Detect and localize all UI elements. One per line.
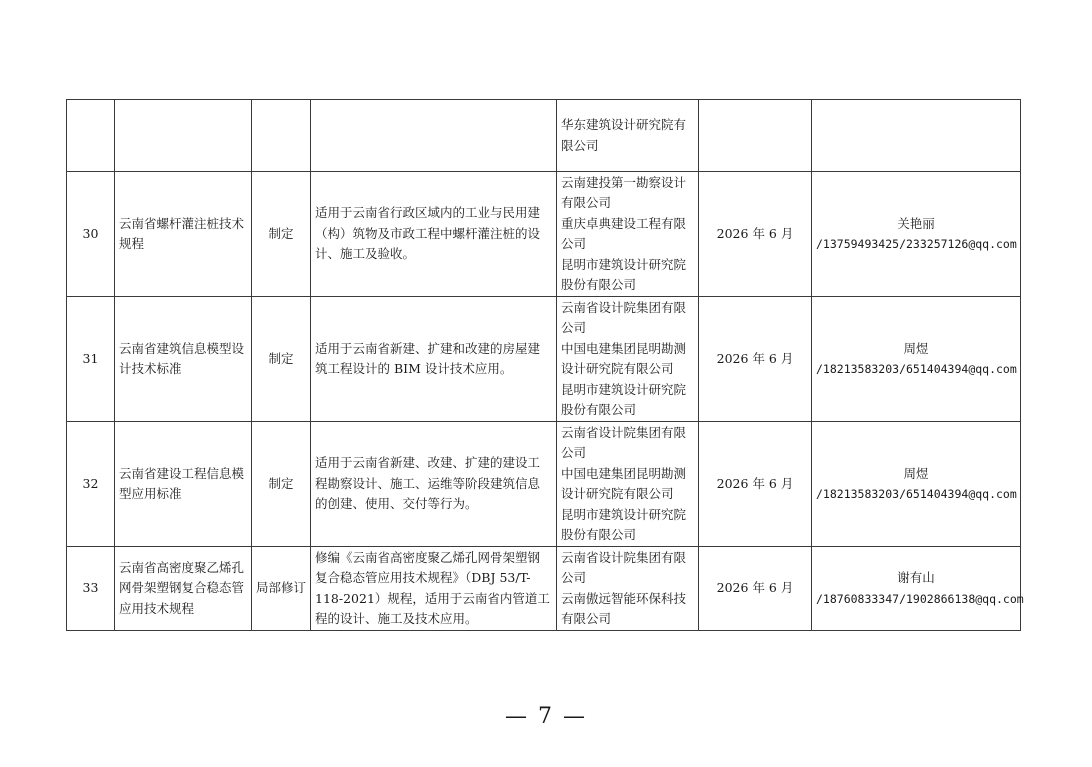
lead-units (557, 297, 699, 422)
unit-line: 中国电建集团昆明勘测 (561, 465, 687, 481)
revision-type: 制定 (252, 172, 311, 297)
scope-description: 适用于云南省行政区域内的工业与民用建（构）筑物及市政工程中螺杆灌注桩的设计、施工及验收。 (311, 172, 557, 297)
scope-description: 适用于云南省新建、改建、扩建的建设工程勘察设计、施工、运维等阶段建筑信息的创建、使用、交付等行为。 (311, 422, 557, 547)
table-row (67, 547, 1021, 631)
revision-type: 制定 (252, 297, 311, 422)
revision-type: 局部修订 (252, 547, 311, 631)
unit-line: 昆明市建筑设计研究院 (561, 381, 687, 397)
unit-line: 限公司 (561, 137, 599, 153)
unit-line: 公司 (561, 320, 587, 335)
cell-name (115, 100, 252, 172)
unit-line: 云南省设计院集团有限 (561, 424, 687, 440)
completion-date: 2026 年 6 月 (699, 422, 812, 547)
contact-name: 谢有山 (897, 570, 935, 585)
contact-info: /18760833347/1902866138@qq.com (816, 591, 1024, 606)
unit-line: 云南傲远智能环保科技 (561, 590, 687, 606)
standard-name: 云南省建设工程信息模型应用标准 (115, 422, 252, 547)
unit-line: 公司 (561, 570, 587, 585)
standard-name: 云南省建筑信息模型设计技术标准 (115, 297, 252, 422)
standards-table (66, 99, 1024, 631)
unit-line: 重庆卓典建设工程有限 (561, 215, 687, 231)
scope-description: 修编《云南省高密度聚乙烯孔网骨架塑钢复合稳态管应用技术规程》（DBJ 53/T-118-2021）规程，适用于云南省内管道工程的设计、施工及技术应用。 (311, 547, 557, 631)
contact-info: /13759493425/233257126@qq.com (816, 237, 1017, 251)
row-number: 32 (67, 422, 115, 547)
contact (812, 547, 1024, 631)
contact-info: /18213583203/651404394@qq.com (816, 362, 1017, 376)
lead-units (557, 172, 699, 297)
standard-name: 云南省高密度聚乙烯孔网骨架塑钢复合稳态管应用技术规程 (115, 547, 252, 631)
completion-date: 2026 年 6 月 (699, 172, 812, 297)
unit-line: 有限公司 (561, 195, 612, 210)
contact (812, 422, 1021, 547)
unit-line: 股份有限公司 (561, 277, 637, 292)
contact-name: 周煜 (903, 340, 929, 356)
contact-name: 关艳丽 (897, 215, 935, 231)
page-number: — 7 — (505, 704, 587, 729)
unit-line: 公司 (561, 445, 587, 460)
lead-units (557, 547, 699, 631)
unit-line: 设计研究院有限公司 (561, 361, 674, 376)
table-row (67, 172, 1021, 297)
cell-num (67, 100, 115, 172)
cell-scope (311, 100, 557, 172)
contact (812, 172, 1021, 297)
unit-line: 云南省设计院集团有限 (561, 299, 687, 315)
unit-line: 有限公司 (561, 611, 612, 626)
cell-contact (812, 100, 1021, 172)
table-row (67, 297, 1021, 422)
standard-name: 云南省螺杆灌注桩技术规程 (115, 172, 252, 297)
lead-units (557, 422, 699, 547)
contact-name: 周煜 (903, 465, 929, 481)
unit-line: 股份有限公司 (561, 527, 637, 542)
unit-line: 设计研究院有限公司 (561, 486, 674, 501)
unit-line: 公司 (561, 236, 587, 251)
row-number: 30 (67, 172, 115, 297)
contact (812, 297, 1021, 422)
completion-date: 2026 年 6 月 (699, 547, 812, 631)
cell-type (252, 100, 311, 172)
unit-line: 昆明市建筑设计研究院 (561, 256, 687, 272)
revision-type: 制定 (252, 422, 311, 547)
scope-description: 适用于云南省新建、扩建和改建的房屋建筑工程设计的 BIM 设计技术应用。 (311, 297, 557, 422)
completion-date: 2026 年 6 月 (699, 297, 812, 422)
table-row-continued (67, 100, 1021, 172)
cell-unit (557, 100, 699, 172)
contact-info: /18213583203/651404394@qq.com (816, 487, 1017, 501)
unit-line: 昆明市建筑设计研究院 (561, 506, 687, 522)
row-number: 31 (67, 297, 115, 422)
unit-line: 云南省设计院集团有限 (561, 549, 687, 565)
unit-line: 云南建投第一勘察设计 (561, 174, 687, 190)
cell-date (699, 100, 812, 172)
unit-line: 中国电建集团昆明勘测 (561, 340, 687, 356)
table-row (67, 422, 1021, 547)
unit-line: 股份有限公司 (561, 402, 637, 417)
unit-line: 华东建筑设计研究院有 (561, 117, 687, 132)
row-number: 33 (67, 547, 115, 631)
